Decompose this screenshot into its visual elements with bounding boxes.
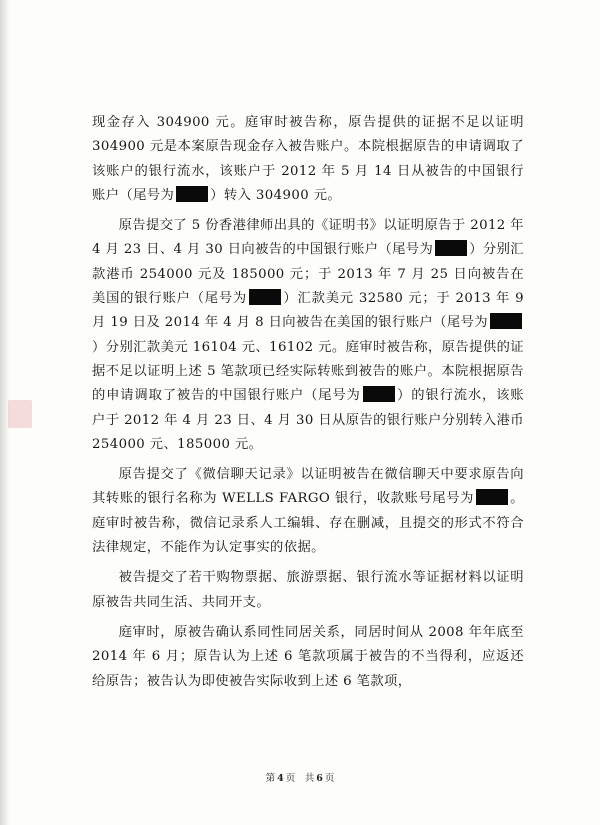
redaction-block [249, 289, 281, 305]
redaction-block [490, 313, 522, 329]
redaction-block [363, 386, 395, 402]
redaction-block [176, 186, 208, 202]
redaction-block [435, 240, 467, 256]
redaction-block [476, 489, 508, 505]
paragraph-defendant-evidence: 被告提交了若干购物票据、旅游票据、银行流水等证据材料以证明原被告共同生活、共同开支。 [92, 570, 524, 610]
paragraph-cash-deposit: 现金存入 304900 元。庭审时被告称，原告提供的证据不足以证明 304900 元是本案原告现金存入被告账户。本院根据原告的申请调取了该账户的银行流水，该账户于 2012 年 5 月 14 日从被告的中国银行账户（尾号为 ）转入 304900 元。 [92, 115, 524, 203]
total-pages: 6 [316, 773, 323, 784]
page-footer: 第 4 页 共 6 页 [265, 773, 335, 784]
document-body [92, 111, 524, 700]
paragraph-hk-certificates: 原告提交了 5 份香港律师出具的《证明书》以证明原告于 2012 年 4 月 23 日、4 月 30 日向被告的中国银行账户（尾号为 ）分别汇款港币 254000 元及 185000 元；于 2013 年 7 月 25 日向被告在美国的银行账户（尾号为 ）汇款美元 32580 元；于 2013 年 9 月 19 日及 2014 年 4 月 8 日向被告在美国的银行账户（尾号为）分别汇款美元 16104 元、16102 元。庭审时被告称，原告提供的证据不足以证明上述 5 笔款项已经实际转账到被告的账户。本院根据原告的申请调取了被告的中国银行账户（尾号为 ）的银行流水，该账户于 2012 年 4 月 23 日、4 月 30 日从原告的银行账户分别转入港币 254000 元、185000 元。 [92, 218, 524, 452]
red-seal-mark [8, 400, 32, 428]
paragraph-wechat-records: 原告提交了《微信聊天记录》以证明被告在微信聊天中要求原告向其转账的银行名称为 WELLS FARGO 银行，收款账号尾号为 。庭审时被告称，微信记录系人工编辑、存在删减，且提交的形式不符合法律规定，不能作为认定事实的依据。 [92, 467, 524, 556]
paragraph-hearing: 庭审时，原被告确认系同性同居关系，同居时间从 2008 年年底至 2014 年 6 月；原告认为上述 6 笔款项属于被告的不当得利，应返还给原告；被告认为即使被告实际收到上述 6 笔款项， [92, 624, 524, 689]
page-number: 4 [277, 773, 284, 784]
